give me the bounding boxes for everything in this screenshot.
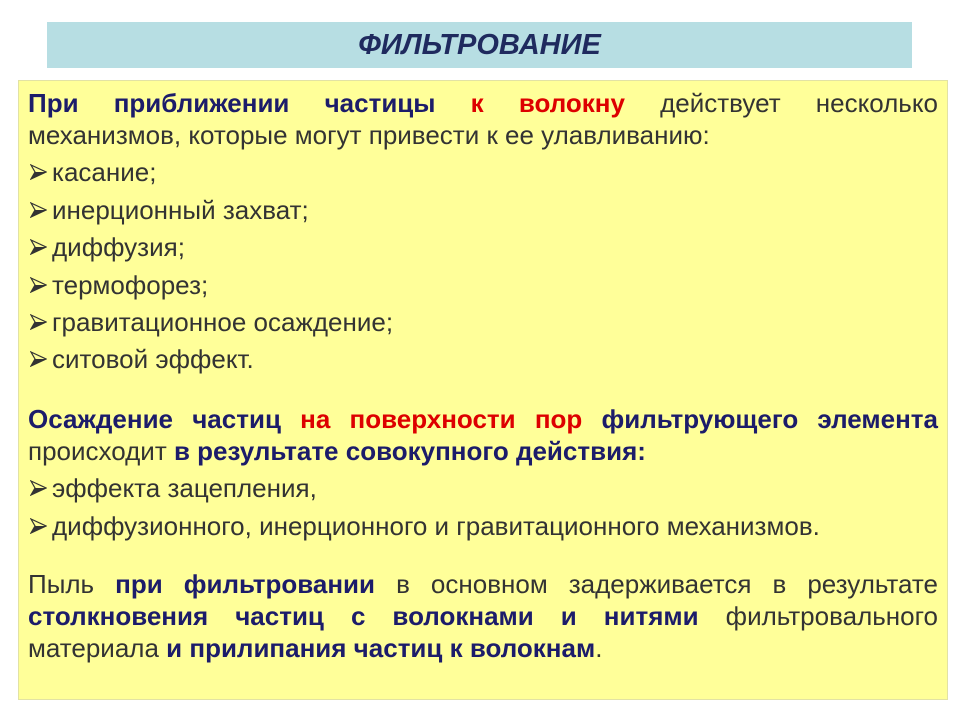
- conclusion-emphasis: при фильтровании: [115, 568, 375, 599]
- intro-line-2: [28, 119, 938, 151]
- conclusion-line-3: [28, 632, 938, 664]
- list-item: [28, 269, 938, 301]
- list-item-text: инерционный захват;: [52, 194, 309, 225]
- arrowhead-bullet-icon: [28, 306, 52, 338]
- conclusion-line-2: [28, 600, 938, 632]
- arrowhead-bullet-icon: [28, 231, 52, 263]
- mechanisms-list: [28, 156, 938, 375]
- content-box: [18, 80, 948, 700]
- arrowhead-bullet-icon: [28, 472, 52, 504]
- list-item-text: термофорез;: [52, 269, 209, 300]
- arrowhead-bullet-icon: [28, 269, 52, 301]
- list-item: [28, 194, 938, 226]
- deposition-paragraph: [28, 403, 938, 467]
- list-item: [28, 472, 938, 504]
- list-item: [28, 306, 938, 338]
- conclusion-emphasis: столкновения частиц с волокнами и нитями: [28, 600, 699, 631]
- conclusion-text: в основном задерживается в результате: [396, 568, 939, 599]
- conclusion-line-1: [28, 568, 938, 600]
- list-item: [28, 156, 938, 188]
- intro-text: механизмов, которые могут привести к ее улавливанию:: [28, 120, 710, 150]
- list-item: [28, 510, 938, 542]
- slide-title: ФИЛЬТРОВАНИЕ: [358, 29, 601, 61]
- conclusion-paragraph: [28, 568, 938, 664]
- conclusion-text: материала: [28, 632, 159, 663]
- deposition-emphasis: в результате совокупного действия:: [173, 435, 646, 466]
- deposition-highlight: на поверхности пор: [300, 403, 583, 434]
- deposition-line-1: [28, 403, 938, 435]
- conclusion-emphasis: и прилипания частиц к волокнам: [166, 632, 596, 663]
- deposition-line-2: [28, 435, 938, 467]
- deposition-emphasis: фильтрующего элемента: [601, 403, 939, 434]
- list-item-text: ситовой эффект.: [52, 344, 254, 375]
- list-item-text: гравитационное осаждение;: [52, 306, 394, 337]
- arrowhead-bullet-icon: [28, 194, 52, 226]
- arrowhead-bullet-icon: [28, 156, 52, 188]
- conclusion-text: фильтровального: [725, 600, 938, 631]
- intro-emphasis: При приближении частицы: [28, 88, 436, 118]
- list-item-text: касание;: [52, 157, 157, 188]
- deposition-text: происходит: [28, 435, 167, 466]
- title-bar: [47, 22, 912, 68]
- intro-line-1: [28, 87, 938, 119]
- list-item-text: диффузионного, инерционного и гравитационного механизмов.: [52, 510, 820, 541]
- arrowhead-bullet-icon: [28, 510, 52, 542]
- intro-paragraph: [28, 87, 938, 151]
- list-item-text: эффекта зацепления,: [52, 473, 317, 504]
- conclusion-period: .: [595, 632, 603, 663]
- list-item-text: диффузия;: [52, 232, 185, 263]
- combined-effects-list: [28, 472, 938, 541]
- conclusion-text: Пыль: [28, 568, 95, 599]
- list-item: [28, 231, 938, 263]
- arrowhead-bullet-icon: [28, 343, 52, 375]
- intro-highlight: к волокну: [470, 88, 625, 118]
- deposition-emphasis: Осаждение частиц: [28, 403, 281, 434]
- list-item: [28, 343, 938, 375]
- intro-text: действует несколько: [660, 88, 938, 118]
